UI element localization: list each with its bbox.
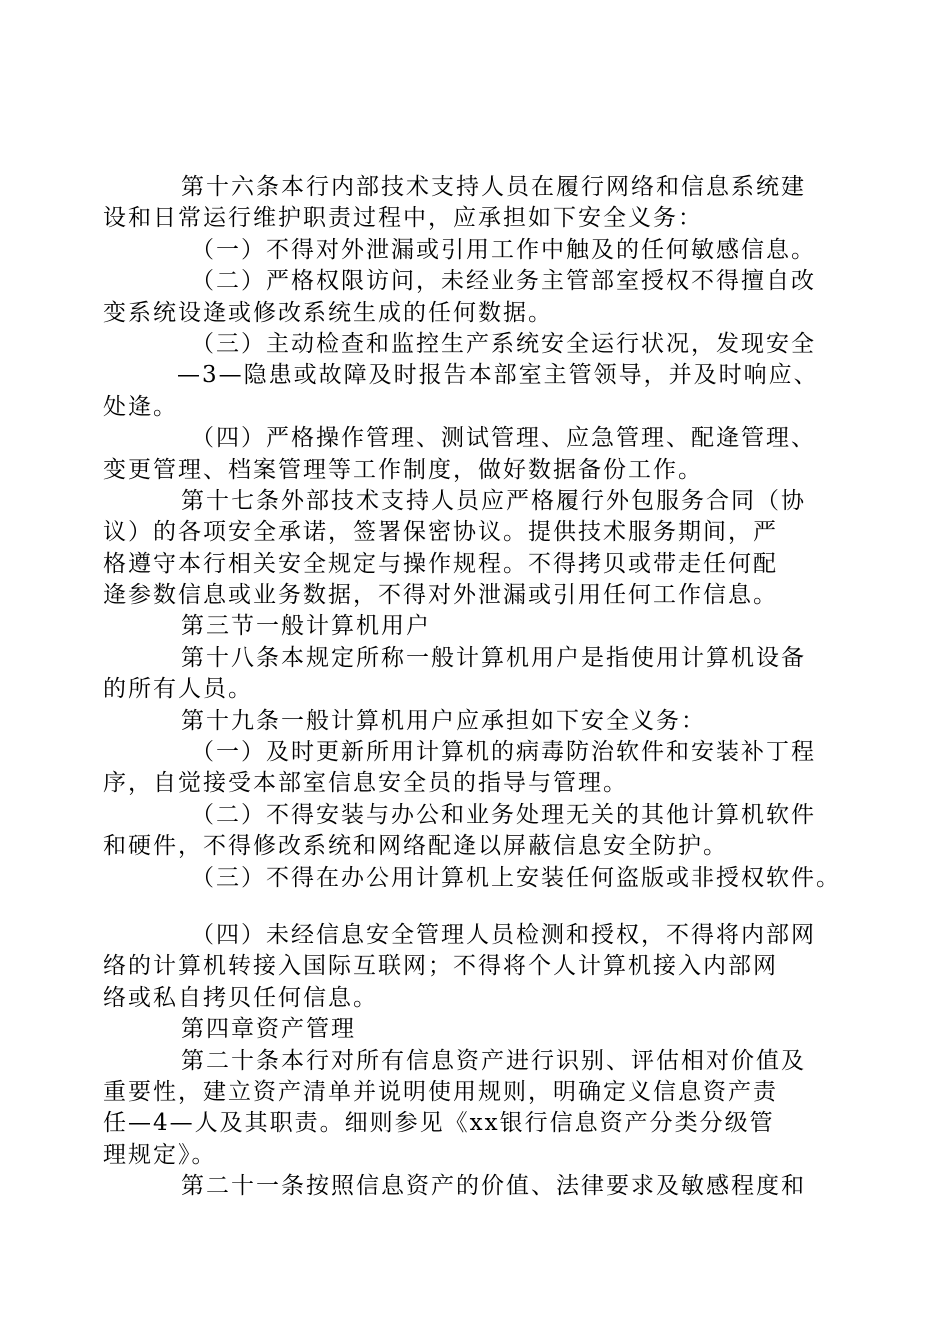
paragraph-line: 络的计算机转接入国际互联网；不得将个人计算机接入内部网 bbox=[103, 953, 778, 980]
document-body bbox=[103, 172, 848, 1203]
paragraph-gap bbox=[103, 894, 848, 920]
paragraph-line: 变系统设逄或修改系统生成的任何数据。 bbox=[103, 299, 553, 326]
paragraph-line: 第十七条外部技术支持人员应严格履行外包服务合同（协 bbox=[181, 487, 806, 514]
chapter-heading: 第四章资产管理 bbox=[181, 1016, 356, 1043]
paragraph-line: 第十九条一般计算机用户应承担如下安全义务： bbox=[181, 707, 706, 734]
paragraph-line: 处逄。 bbox=[103, 393, 178, 420]
paragraph-line: 变更管理、档案管理等工作制度，做好数据备份工作。 bbox=[103, 456, 703, 483]
paragraph-line: 议）的各项安全承诺，签署保密协议。提供技术服务期间，严 bbox=[103, 519, 778, 546]
paragraph-line: 第二十条本行对所有信息资产进行识别、评估相对价值及 bbox=[181, 1047, 806, 1074]
paragraph-line: 重要性，建立资产清单并说明使用规则，明确定义信息资产责 bbox=[103, 1078, 778, 1105]
paragraph-line: 理规定》。 bbox=[103, 1141, 217, 1168]
paragraph-line: 任—4—人及其职责。细则参见《xx银行信息资产分类分级管 bbox=[103, 1110, 775, 1137]
section-heading: 第三节一般计算机用户 bbox=[181, 613, 431, 640]
paragraph-line: 第十六条本行内部技术支持人员在履行网络和信息系统建 bbox=[181, 174, 806, 200]
paragraph-line: （一）不得对外泄漏或引用工作中触及的任何敏感信息。 bbox=[191, 236, 816, 263]
paragraph-line: （四）未经信息安全管理人员检测和授权，不得将内部网 bbox=[191, 921, 816, 948]
paragraph-line: （二）不得安装与办公和业务处理无关的其他计算机软件 bbox=[191, 801, 816, 828]
paragraph-line: 格遵守本行相关安全规定与操作规程。不得拷贝或带走任何配 bbox=[103, 550, 778, 577]
paragraph-line: （三）不得在办公用计算机上安装任何盗版或非授权软件。 bbox=[191, 864, 841, 891]
paragraph-line: 络或私自拷贝任何信息。 bbox=[103, 984, 378, 1011]
paragraph-line: 逄参数信息或业务数据，不得对外泄漏或引用任何工作信息。 bbox=[103, 582, 778, 609]
paragraph-line: 序，自觉接受本部室信息安全员的指导与管理。 bbox=[103, 770, 628, 797]
paragraph-line: —3—隐患或故障及时报告本部室主管领导，并及时响应、 bbox=[177, 362, 819, 389]
paragraph-line: （二）严格权限访问，未经业务主管部室授权不得擅自改 bbox=[191, 268, 816, 295]
paragraph-line: （三）主动检查和监控生产系统安全运行状况，发现安全 bbox=[191, 330, 816, 357]
paragraph-line: 和硬件，不得修改系统和网络配逄以屏蔽信息安全防护。 bbox=[103, 833, 728, 860]
paragraph-line: 的所有人员。 bbox=[103, 676, 253, 703]
paragraph-line: 第二十一条按照信息资产的价值、法律要求及敏感程度和 bbox=[181, 1173, 806, 1200]
paragraph-line: （四）严格操作管理、测试管理、应急管理、配逄管理、 bbox=[191, 425, 816, 452]
paragraph-line: 第十八条本规定所称一般计算机用户是指使用计算机设备 bbox=[181, 644, 806, 671]
paragraph-line: 设和日常运行维护职责过程中，应承担如下安全义务： bbox=[103, 205, 703, 232]
paragraph-line: （一）及时更新所用计算机的病毒防治软件和安装补丁程 bbox=[191, 739, 816, 766]
